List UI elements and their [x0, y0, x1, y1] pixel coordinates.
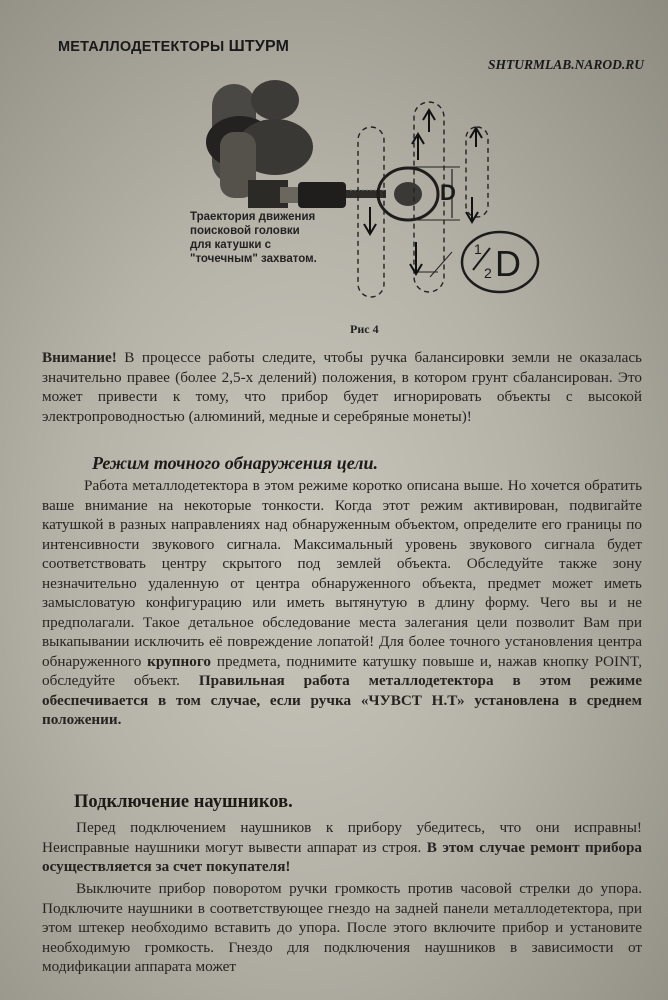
- paragraph-text: предмета, поднимите катушку повыше и, нажав кнопку POINT, обследуйте объект.: [42, 652, 642, 689]
- figure-annotation: [190, 210, 350, 266]
- annotation-line: для катушки с: [190, 239, 271, 251]
- header-title-brand: ШТУРМ: [228, 38, 290, 55]
- paragraph-text: Работа металлодетектора в этом режиме коротко описана выше. Но хочется обратить ваше внимание на некоторые тонкости. Когда этот режим активирован, подвигайте катушкой в разных направлениях над обнаруженным объектом, определите его границы по интенсивности звукового сигнала. Максимальный уровень звукового сигнала будет соответствовать центру скрытого под землей объекта. Обследуйте также зону незначительно удаленную от центра обнаруженного объекта, предмет может иметь замысловатую конфигурацию или иметь вытянутую в длину форму. Чего вы и не предполагали. Такое детальное обследование места залегания цели позволит Вам при выкапывании исключить её повреждение лопатой! Для более точного установления центра обнаруженного: [42, 477, 642, 670]
- half-d-denominator: 2: [484, 265, 492, 281]
- running-header-site: SHTURMLAB.NAROD.RU: [487, 57, 644, 72]
- arrow-up-icon: [423, 110, 435, 132]
- warning-body: В процессе работы следите, чтобы ручка балансировки земли не оказалась значительно правее (более 2,5-х делений) положения, в котором грунт сбалансирован. Это может привести к тому, что прибор будет игнорировать объекты с высокой электропроводностью (алюминий, медные и серебряные монеты)!: [42, 349, 642, 425]
- joint-shape: [280, 187, 300, 203]
- section-heading-point-mode: Режим точного обнаружения цели.: [92, 453, 378, 473]
- headphones-paragraph-2: Выключите прибор поворотом ручки громкость против часовой стрелки до упора. Подключите наушники в соответствующее гнездо на задней панели металлодетектора, при этом штекер необходимо вставить до упора. После этого включите прибор и установите необходимую громкость. Гнездо для подключения наушников в зависимости от модификации аппарата может: [42, 880, 642, 975]
- headphones-paragraph-1: [42, 818, 642, 877]
- half-d-letter: D: [495, 243, 521, 284]
- dimension-d-label: D: [440, 180, 456, 205]
- running-header-title: [58, 38, 289, 56]
- point-mode-paragraph: [42, 476, 642, 730]
- paragraph-text: Перед подключением наушников к прибору убедитесь, что они исправны! Неисправные наушники могут вывести аппарат из строя.: [42, 819, 642, 856]
- annotation-line: "точечным" захватом.: [190, 253, 317, 265]
- paragraph-bold: Правильная работа металлодетектора в этом режиме обеспечивается в том случае, если ручка «ЧУВСТ Н.Т» установлена в среднем положении.: [42, 672, 643, 728]
- figure-caption: Рис 4: [350, 322, 379, 336]
- paragraph-bold: В этом случае ремонт прибора осуществляется за счет покупателя!: [42, 838, 642, 875]
- half-d-numerator: 1: [474, 241, 482, 257]
- arrow-down-icon: [466, 197, 478, 222]
- shaft-housing: [298, 182, 346, 208]
- arrow-up-icon: [470, 128, 482, 147]
- annotation-line: Траектория движения: [190, 211, 316, 223]
- coil-inner: [394, 182, 422, 206]
- arrow-down-icon: [410, 242, 422, 274]
- warning-lead: Внимание!: [42, 349, 117, 366]
- shaft-rod: [346, 190, 386, 198]
- header-title-main: МЕТАЛЛОДЕТЕКТОРЫ: [58, 39, 229, 55]
- figure-4: [190, 72, 550, 322]
- annotation-line: поисковой головки: [190, 225, 300, 237]
- paragraph-bold: крупного: [147, 652, 211, 670]
- section-heading-headphones: Подключение наушников.: [74, 792, 293, 812]
- arrow-down-icon: [364, 207, 376, 234]
- warning-paragraph: [42, 348, 642, 426]
- knob-shape: [251, 80, 299, 120]
- leader-line: [430, 252, 452, 277]
- coil-trajectory-illustration: [190, 72, 550, 322]
